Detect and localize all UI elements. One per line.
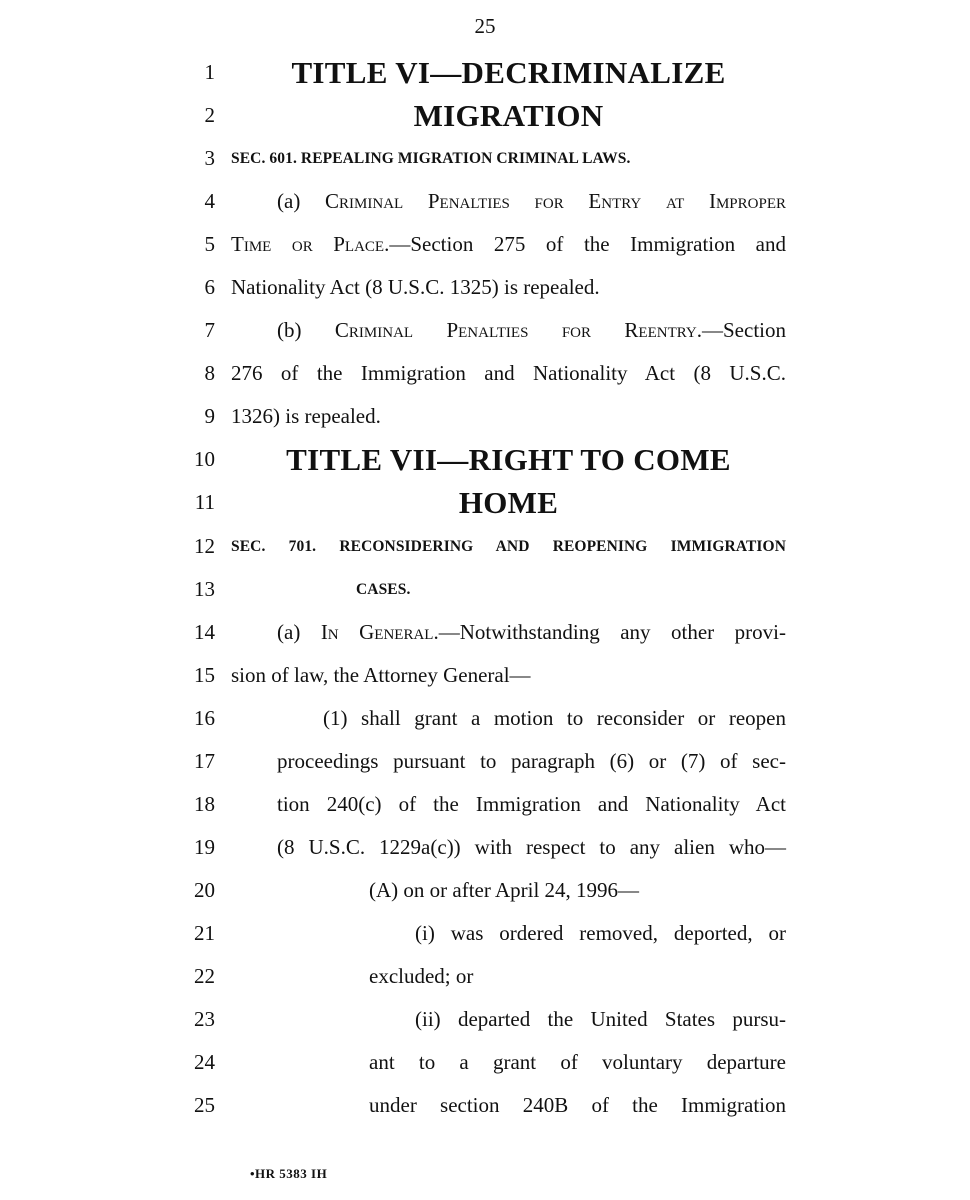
page-number: 25 bbox=[474, 14, 496, 38]
line-body: —Notwithstanding any other provi- bbox=[438, 620, 786, 644]
line-number: 13 bbox=[194, 577, 215, 601]
document-line-14 bbox=[0, 611, 970, 654]
document-line-7 bbox=[0, 309, 970, 352]
line-text: (ii) departed the United States pursu- bbox=[415, 1007, 786, 1031]
line-number: 22 bbox=[194, 964, 215, 988]
line-number: 9 bbox=[204, 404, 215, 428]
subsection-heading: In General. bbox=[320, 620, 439, 644]
document-line-9 bbox=[0, 395, 970, 438]
line-number: 4 bbox=[204, 189, 215, 213]
line-text: under section 240B of the Immigration bbox=[369, 1093, 786, 1117]
title-heading: TITLE VI—DECRIMINALIZE bbox=[291, 55, 726, 90]
title-heading: HOME bbox=[458, 485, 559, 520]
line-number: 7 bbox=[204, 318, 215, 342]
document-line-23 bbox=[0, 998, 970, 1041]
line-number: 21 bbox=[194, 921, 215, 945]
document-line-5 bbox=[0, 223, 970, 266]
line-text bbox=[277, 180, 786, 223]
subsection-heading: Criminal Penalties for Entry at Improper bbox=[325, 189, 786, 213]
document-line-18 bbox=[0, 783, 970, 826]
document-line-15 bbox=[0, 654, 970, 697]
line-text bbox=[277, 309, 786, 352]
line-text bbox=[231, 223, 786, 266]
subsection-marker: (a) bbox=[277, 189, 326, 213]
document-line-1 bbox=[0, 51, 970, 94]
line-number: 25 bbox=[194, 1093, 215, 1117]
document-line-8 bbox=[0, 352, 970, 395]
line-text: Nationality Act (8 U.S.C. 1325) is repealed. bbox=[231, 275, 600, 299]
line-number: 24 bbox=[194, 1050, 215, 1074]
document-line-24 bbox=[0, 1041, 970, 1084]
document-line-16 bbox=[0, 697, 970, 740]
line-number: 6 bbox=[204, 275, 215, 299]
document-line-3 bbox=[0, 137, 970, 180]
document-line-19 bbox=[0, 826, 970, 869]
document-line-4 bbox=[0, 180, 970, 223]
line-text: proceedings pursuant to paragraph (6) or (7) of sec- bbox=[277, 749, 786, 773]
line-text: (i) was ordered removed, deported, or bbox=[415, 921, 786, 945]
line-text: 1326) is repealed. bbox=[231, 404, 381, 428]
line-text: ant to a grant of voluntary departure bbox=[369, 1050, 786, 1074]
line-number: 18 bbox=[194, 792, 215, 816]
line-number: 8 bbox=[204, 361, 215, 385]
subsection-heading: Criminal Penalties for Reentry. bbox=[334, 318, 702, 342]
title-heading: TITLE VII—RIGHT TO COME bbox=[286, 442, 731, 477]
document-line-11 bbox=[0, 481, 970, 524]
document-line-17 bbox=[0, 740, 970, 783]
line-number: 16 bbox=[194, 706, 215, 730]
subsection-marker: (a) bbox=[277, 620, 321, 644]
line-body: —Section bbox=[702, 318, 786, 342]
document-line-10 bbox=[0, 438, 970, 481]
line-number: 19 bbox=[194, 835, 215, 859]
line-number: 15 bbox=[194, 663, 215, 687]
section-heading: SEC. 601. REPEALING MIGRATION CRIMINAL LAWS. bbox=[231, 150, 631, 167]
line-text: sion of law, the Attorney General— bbox=[231, 663, 531, 687]
line-number: 17 bbox=[194, 749, 215, 773]
line-number: 11 bbox=[194, 490, 215, 514]
subsection-marker: (b) bbox=[277, 318, 335, 342]
document-line-6 bbox=[0, 266, 970, 309]
document-line-21 bbox=[0, 912, 970, 955]
subsection-heading: Time or Place. bbox=[231, 232, 390, 256]
document-line-13 bbox=[0, 568, 970, 611]
document-line-20 bbox=[0, 869, 970, 912]
line-body: —Section 275 of the Immigration and bbox=[389, 232, 786, 256]
line-text: (1) shall grant a motion to reconsider or reopen bbox=[323, 706, 786, 730]
line-text: (A) on or after April 24, 1996— bbox=[369, 878, 640, 902]
document-line-22 bbox=[0, 955, 970, 998]
line-number: 14 bbox=[194, 620, 215, 644]
document-line-25 bbox=[0, 1084, 970, 1127]
line-number: 2 bbox=[204, 103, 215, 127]
line-text: (8 U.S.C. 1229a(c)) with respect to any alien who— bbox=[277, 835, 786, 859]
document-line-2 bbox=[0, 94, 970, 137]
line-number: 12 bbox=[194, 534, 215, 558]
line-text: tion 240(c) of the Immigration and Nationality Act bbox=[277, 792, 786, 816]
line-number: 5 bbox=[204, 232, 215, 256]
line-text: 276 of the Immigration and Nationality Act (8 U.S.C. bbox=[231, 361, 786, 385]
bill-identifier-footer: •HR 5383 IH bbox=[250, 1166, 328, 1181]
section-heading: SEC. 701. RECONSIDERING AND REOPENING IMMIGRATION bbox=[231, 538, 786, 555]
line-text bbox=[277, 611, 786, 654]
line-number: 1 bbox=[204, 60, 215, 84]
line-text: excluded; or bbox=[369, 964, 474, 988]
line-number: 23 bbox=[194, 1007, 215, 1031]
document-line-12 bbox=[0, 525, 970, 568]
title-heading: MIGRATION bbox=[413, 98, 604, 133]
line-number: 20 bbox=[194, 878, 215, 902]
section-heading: CASES. bbox=[356, 581, 411, 598]
line-number: 10 bbox=[194, 447, 215, 471]
line-number: 3 bbox=[204, 146, 215, 170]
